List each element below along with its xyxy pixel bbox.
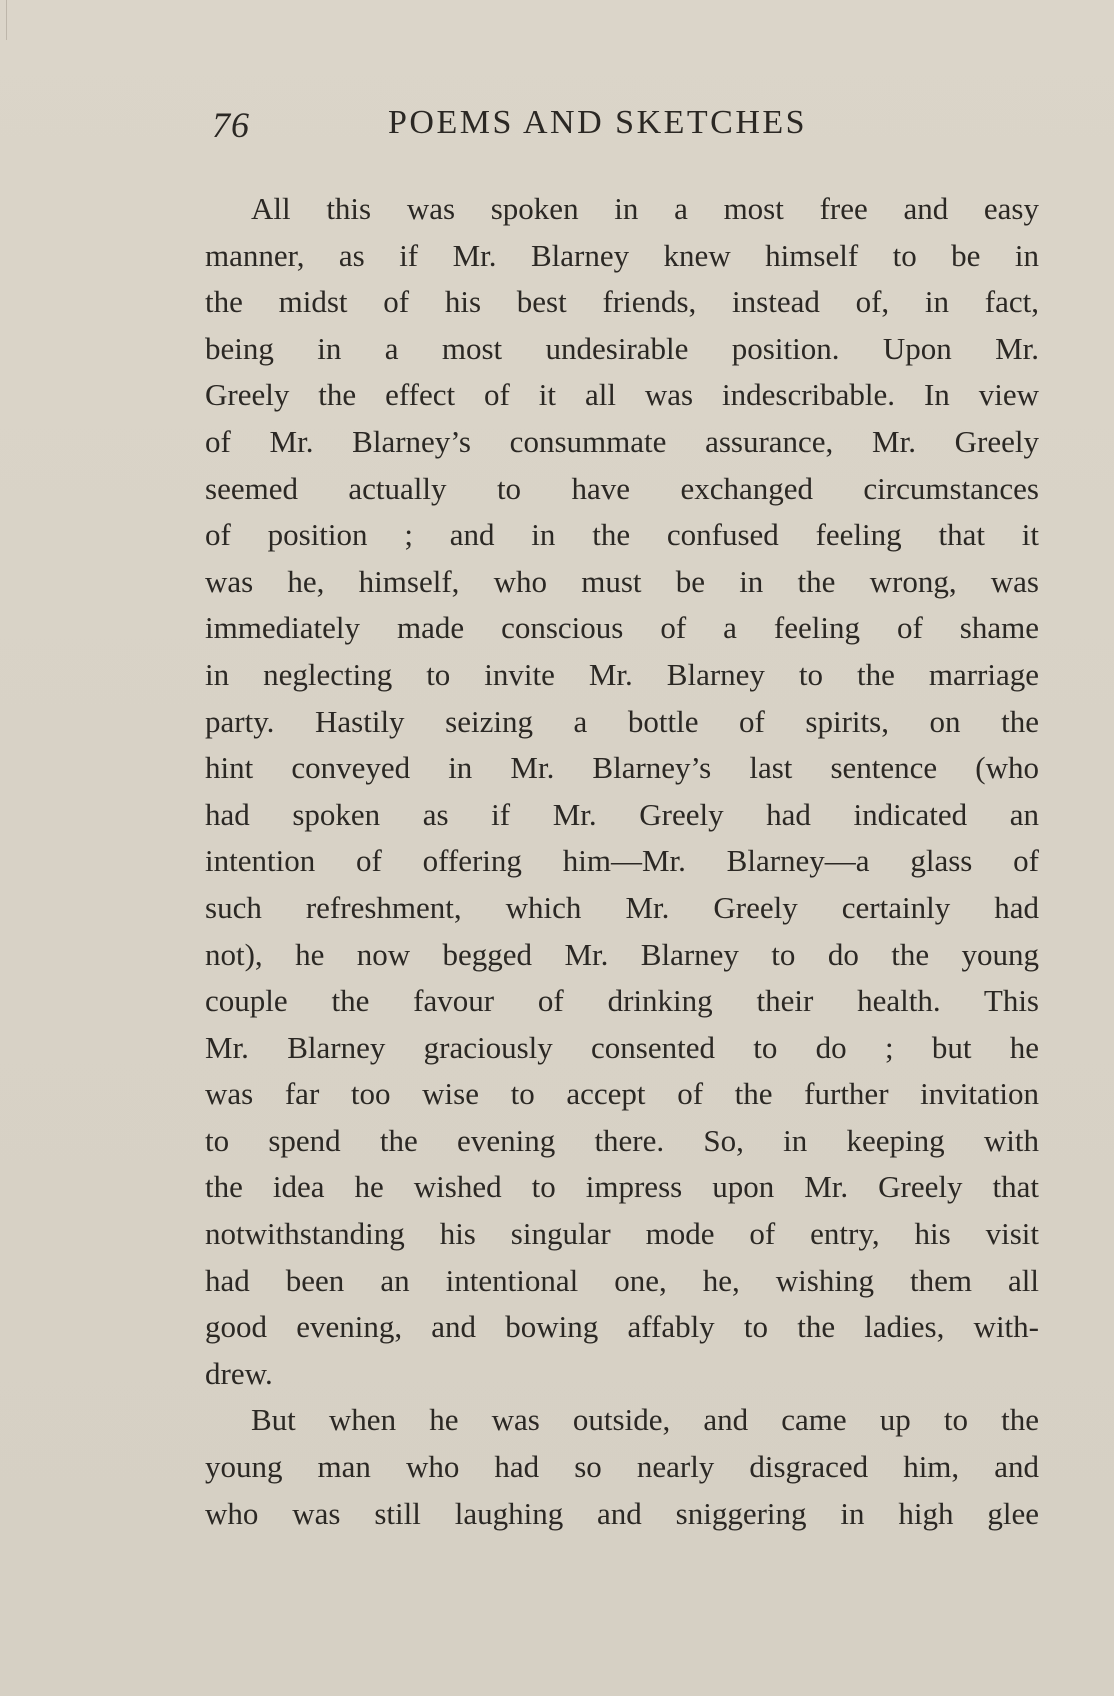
text-line: immediately made conscious of a feeling of shame xyxy=(205,610,1039,646)
text-line: drew. xyxy=(205,1355,273,1391)
text-line: notwithstanding his singular mode of entry, his visit xyxy=(205,1216,1039,1252)
text-line: intention of offering him—Mr. Blarney—a glass of xyxy=(205,843,1039,879)
text-line: All this was spoken in a most free and easy xyxy=(251,191,1039,226)
page-number: 76 xyxy=(212,105,250,145)
text-line: such refreshment, which Mr. Greely certainly had xyxy=(205,889,1039,925)
text-line: Mr. Blarney graciously consented to do ; but he xyxy=(205,1029,1039,1065)
text-line: to spend the evening there. So, in keeping with xyxy=(205,1122,1039,1158)
running-title: POEMS AND SKETCHES xyxy=(388,104,808,141)
text-line: not), he now begged Mr. Blarney to do the young xyxy=(205,936,1039,972)
text-line: party. Hastily seizing a bottle of spirits, on the xyxy=(205,703,1039,739)
text-line: of Mr. Blarney’s consummate assurance, Mr. Greely xyxy=(205,423,1039,459)
text-line: But when he was outside, and came up to the xyxy=(251,1402,1039,1438)
text-line: good evening, and bowing affably to the ladies, with- xyxy=(205,1309,1039,1345)
text-line: the midst of his best friends, instead of, in fact, xyxy=(205,284,1039,320)
paragraph xyxy=(205,186,1039,1397)
text-line: Greely the effect of it all was indescribable. In view xyxy=(205,377,1039,413)
text-line: was far too wise to accept of the further invitation xyxy=(205,1076,1039,1112)
running-head xyxy=(212,104,874,148)
text-line: of position ; and in the confused feeling that it xyxy=(205,517,1039,553)
text-line: hint conveyed in Mr. Blarney’s last sentence (who xyxy=(205,750,1039,786)
body-text xyxy=(205,186,1039,1537)
text-line: young man who had so nearly disgraced him, and xyxy=(205,1449,1039,1485)
text-line: seemed actually to have exchanged circumstances xyxy=(205,470,1039,506)
text-line: manner, as if Mr. Blarney knew himself to be in xyxy=(205,237,1039,273)
text-line: who was still laughing and sniggering in high glee xyxy=(205,1495,1039,1531)
paragraph xyxy=(205,1397,1039,1537)
text-line: was he, himself, who must be in the wrong, was xyxy=(205,563,1039,599)
text-line: being in a most undesirable position. Upon Mr. xyxy=(205,330,1039,366)
text-line: had spoken as if Mr. Greely had indicated an xyxy=(205,796,1039,832)
text-line: had been an intentional one, he, wishing them all xyxy=(205,1262,1039,1298)
page-edge-mark xyxy=(6,0,7,40)
text-line: couple the favour of drinking their health. This xyxy=(205,983,1039,1019)
text-line: in neglecting to invite Mr. Blarney to the marriage xyxy=(205,656,1039,692)
text-line: the idea he wished to impress upon Mr. Greely that xyxy=(205,1169,1039,1205)
